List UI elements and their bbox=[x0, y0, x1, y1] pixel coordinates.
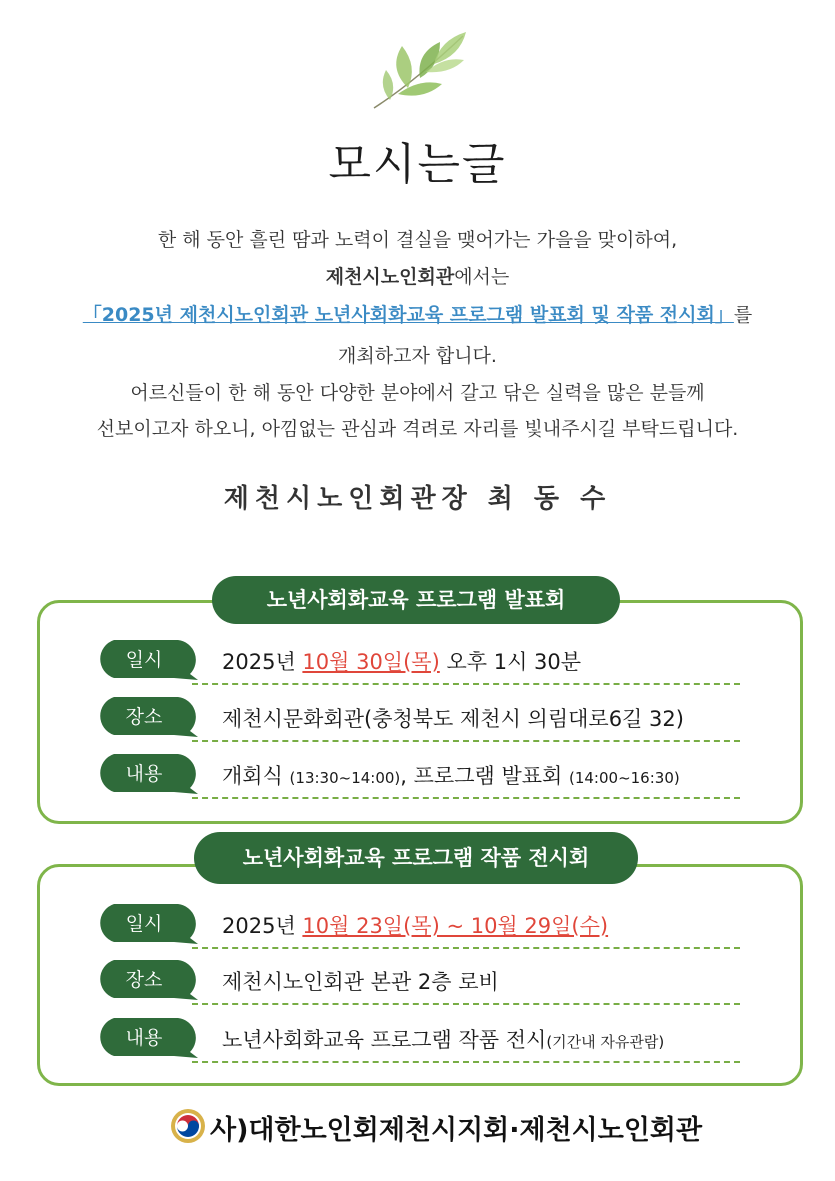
performance-place: 제천시문화회관(충청북도 제천시 의림대로6길 32) bbox=[222, 707, 684, 731]
content-note: (기간내 자유관람) bbox=[546, 1033, 665, 1051]
date-prefix: 2025년 bbox=[222, 650, 303, 674]
date-tag bbox=[94, 904, 198, 944]
date-highlight: 10월 23일(목) ~ 10월 29일(수) bbox=[302, 914, 609, 938]
intro-line-3 bbox=[0, 300, 835, 327]
date-tag-label: 일시 bbox=[125, 649, 163, 671]
intro-line-6: 선보이고자 하오니, 아낌없는 관심과 격려로 자리를 빛내주시길 부탁드립니다. bbox=[96, 418, 739, 440]
date-tag bbox=[94, 640, 198, 680]
place-tag bbox=[94, 960, 198, 1000]
exhibition-date bbox=[222, 910, 608, 940]
section-performance-header: 노년사회화교육 프로그램 발표회 bbox=[212, 576, 620, 624]
exhibition-content-row bbox=[0, 1018, 835, 1064]
association-emblem-icon bbox=[170, 1108, 206, 1144]
place-tag bbox=[94, 697, 198, 737]
content-b: , 프로그램 발표회 bbox=[400, 764, 569, 788]
performance-date-row bbox=[0, 640, 835, 686]
exhibition-content bbox=[222, 1024, 664, 1054]
performance-date bbox=[222, 646, 581, 676]
content-a: 개회식 bbox=[222, 764, 290, 788]
page-title: 모시는글 bbox=[328, 139, 507, 190]
content-a-time: (13:30~14:00) bbox=[289, 769, 401, 787]
content-tag bbox=[94, 1018, 198, 1058]
intro-line-1: 한 해 동안 흘린 땀과 노력이 결실을 맺어가는 가을을 맞이하여, bbox=[157, 229, 678, 251]
exhibition-date-row bbox=[0, 904, 835, 950]
signature: 제천시노인회관장 최 동 수 bbox=[223, 484, 612, 514]
footer-organization: 사)대한노인회제천시지회·제천시노인회관 bbox=[210, 1115, 703, 1146]
intro-line-5: 어르신들이 한 해 동안 다양한 분야에서 갈고 닦은 실력을 많은 분들께 bbox=[130, 382, 705, 404]
exhibition-place-row bbox=[0, 960, 835, 1006]
intro-line-4: 개최하고자 합니다. bbox=[338, 345, 497, 367]
content-tag bbox=[94, 754, 198, 794]
dashed-divider bbox=[192, 797, 740, 799]
performance-content-row bbox=[0, 754, 835, 800]
date-highlight: 10월 30일(목) bbox=[302, 650, 440, 674]
date-prefix: 2025년 bbox=[222, 914, 303, 938]
place-tag-label: 장소 bbox=[125, 706, 163, 728]
content-tag-label: 내용 bbox=[125, 1027, 163, 1049]
content-tag-label: 내용 bbox=[125, 763, 163, 785]
content-b-time: (14:00~16:30) bbox=[568, 769, 680, 787]
content-main: 노년사회화교육 프로그램 작품 전시 bbox=[222, 1028, 547, 1052]
intro-line-2 bbox=[0, 262, 835, 289]
exhibition-place: 제천시노인회관 본관 2층 로비 bbox=[222, 970, 499, 994]
dashed-divider bbox=[192, 1061, 740, 1063]
dashed-divider bbox=[192, 683, 740, 685]
host-name: 제천시노인회관 bbox=[325, 266, 455, 288]
intro-line-3-rest: 를 bbox=[733, 304, 753, 326]
date-tag-label: 일시 bbox=[125, 913, 163, 935]
date-suffix: 오후 1시 30분 bbox=[439, 650, 582, 674]
dashed-divider bbox=[192, 740, 740, 742]
dashed-divider bbox=[192, 947, 740, 949]
place-tag-label: 장소 bbox=[125, 969, 163, 991]
section-exhibition-header: 노년사회화교육 프로그램 작품 전시회 bbox=[194, 832, 638, 884]
performance-content bbox=[222, 760, 680, 790]
performance-place-row bbox=[0, 697, 835, 743]
dashed-divider bbox=[192, 1003, 740, 1005]
leaf-branch-icon bbox=[368, 28, 473, 113]
event-title-link: 「2025년 제천시노인회관 노년사회화교육 프로그램 발표회 및 작품 전시회」 bbox=[82, 304, 734, 326]
intro-line-2-rest: 에서는 bbox=[454, 266, 510, 288]
